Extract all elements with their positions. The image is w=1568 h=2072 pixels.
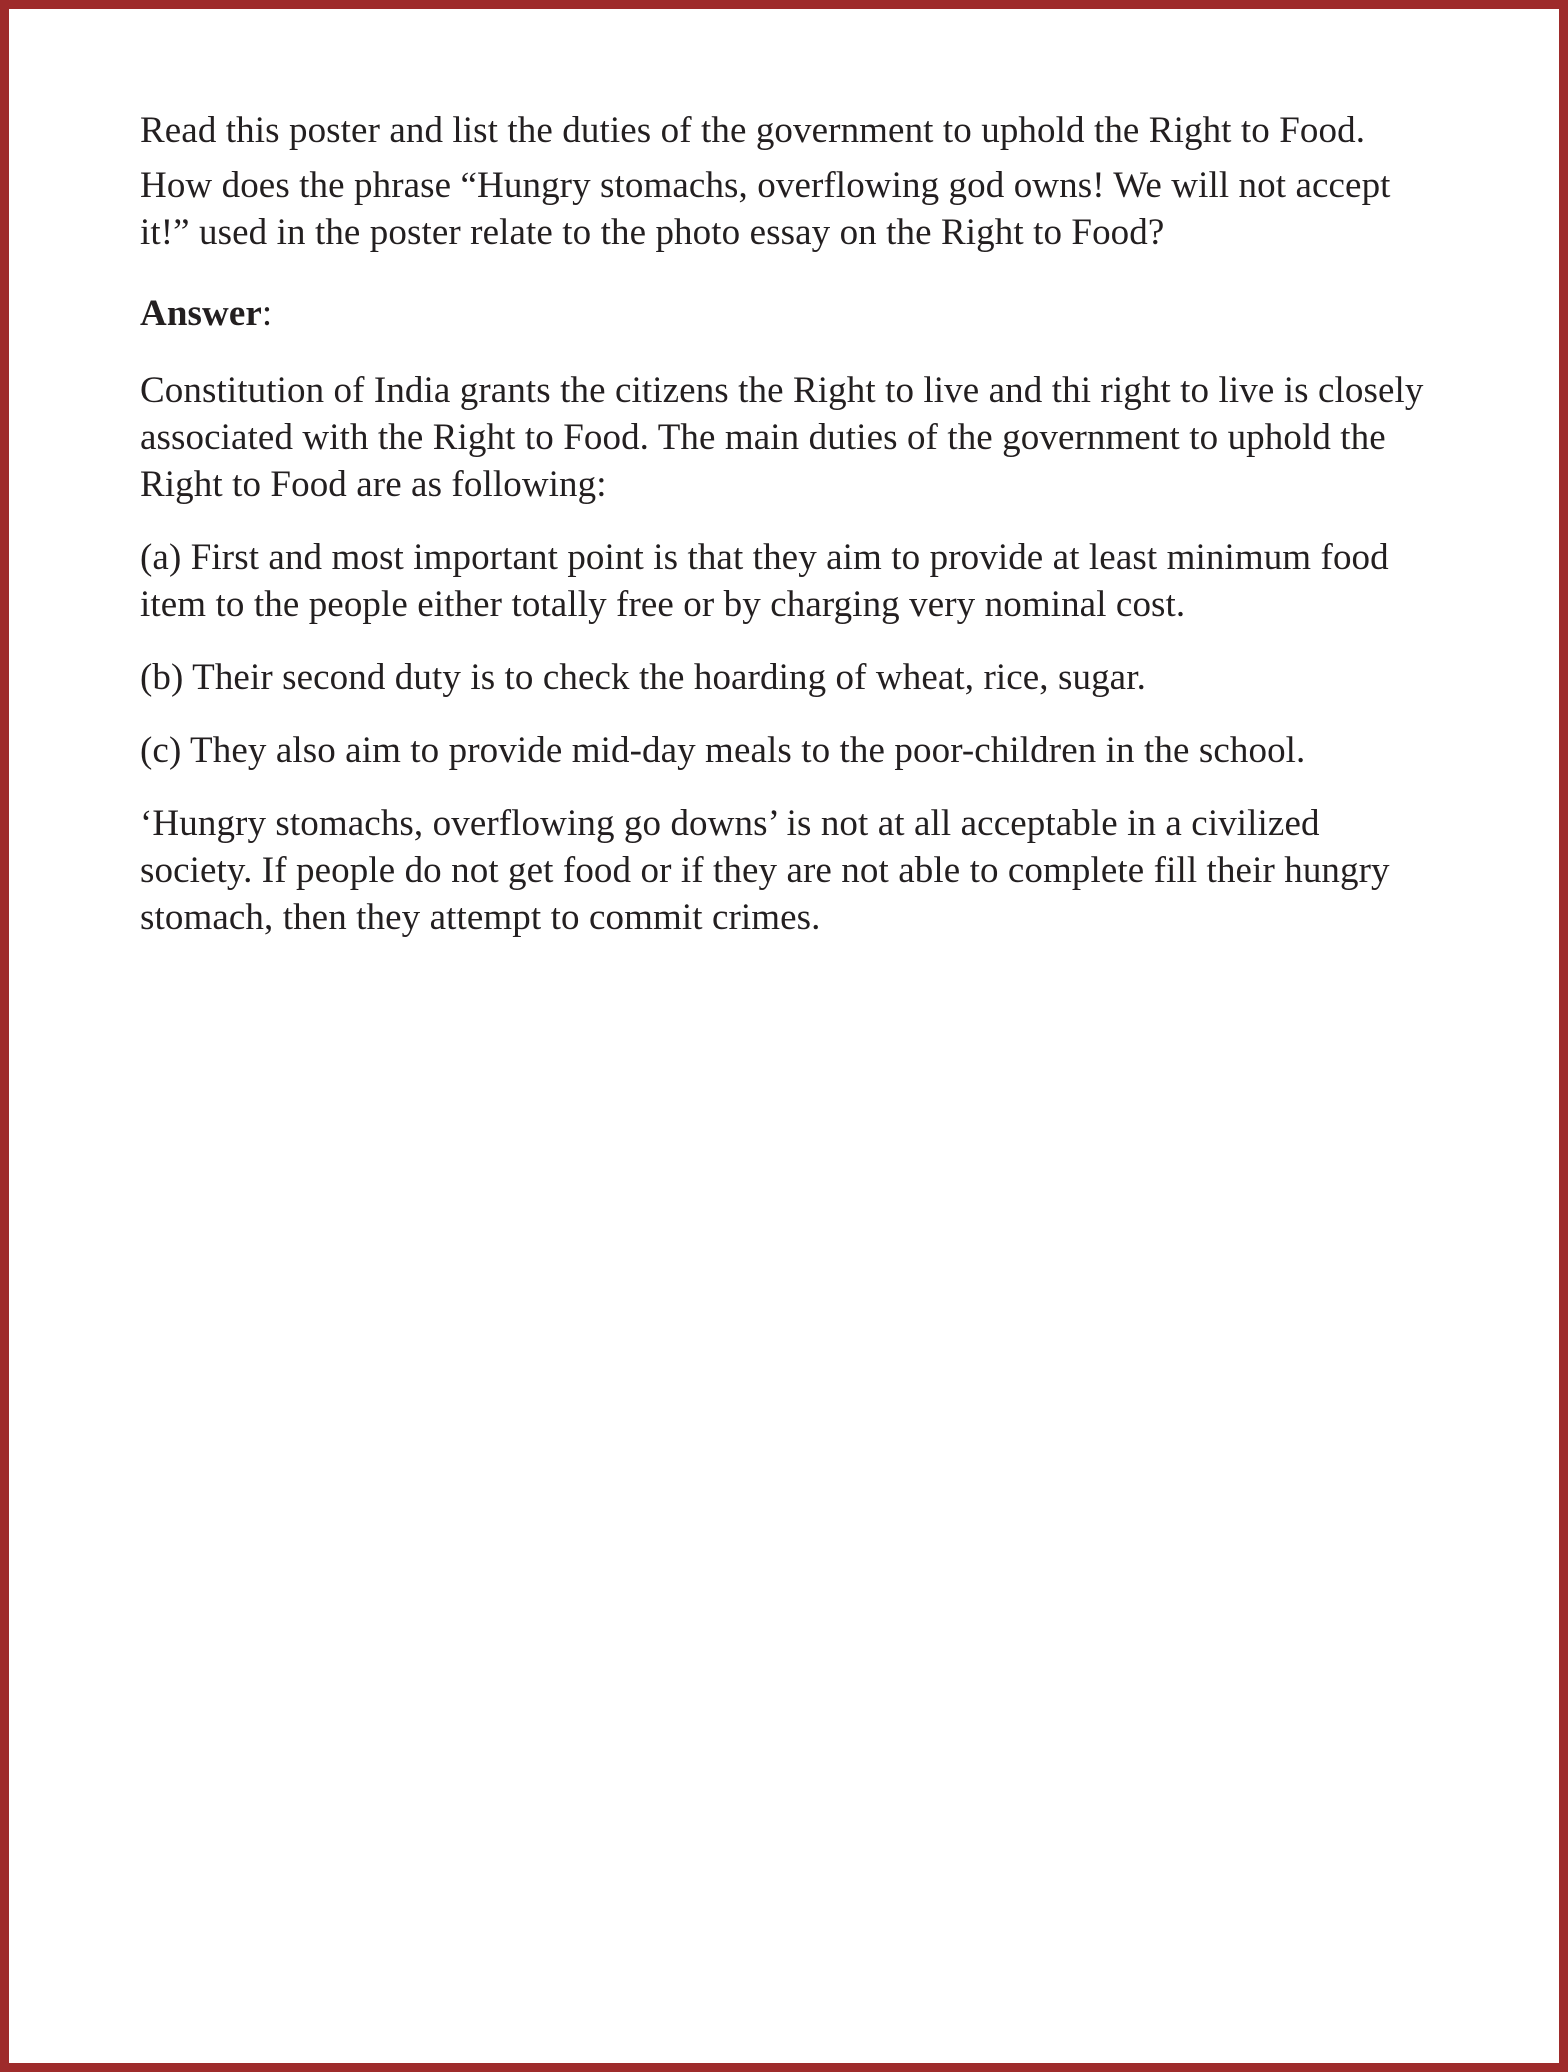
answer-point-c: (c) They also aim to provide mid-day meals to the poor-children in the school. <box>140 729 1306 771</box>
answer-closing: ‘Hungry stomachs, overflowing go downs’ is not at all acceptable in a civilized society. If people do not get food or if they are not able to complete fill their hungry stomach, then they attempt to commit crimes. <box>140 802 1390 938</box>
answer-intro: Constitution of India grants the citizens the Right to live and thi right to live is closely associated with the Right to Food. The main duties of the government to uphold the Right to Food are as following: <box>140 369 1424 505</box>
question-part-2: How does the phrase “Hungry stomachs, overflowing god owns! We will not accept it!” used in the poster relate to the photo essay on the Right to Food? <box>140 164 1391 253</box>
answer-point-b: (b) Their second duty is to check the hoarding of wheat, rice, sugar. <box>140 656 1146 698</box>
question-part-1: Read this poster and list the duties of the government to uphold the Right to Food. <box>140 110 1366 151</box>
answer-label-text: Answer <box>140 292 262 334</box>
document-content <box>140 108 1428 942</box>
answer-label <box>140 291 1428 338</box>
answer-label-colon: : <box>261 292 273 334</box>
page-inner-border <box>9 9 1559 2063</box>
answer-point-a: (a) First and most important point is that they aim to provide at least minimum food item to the people either totally free or by charging very nominal cost. <box>140 536 1389 625</box>
